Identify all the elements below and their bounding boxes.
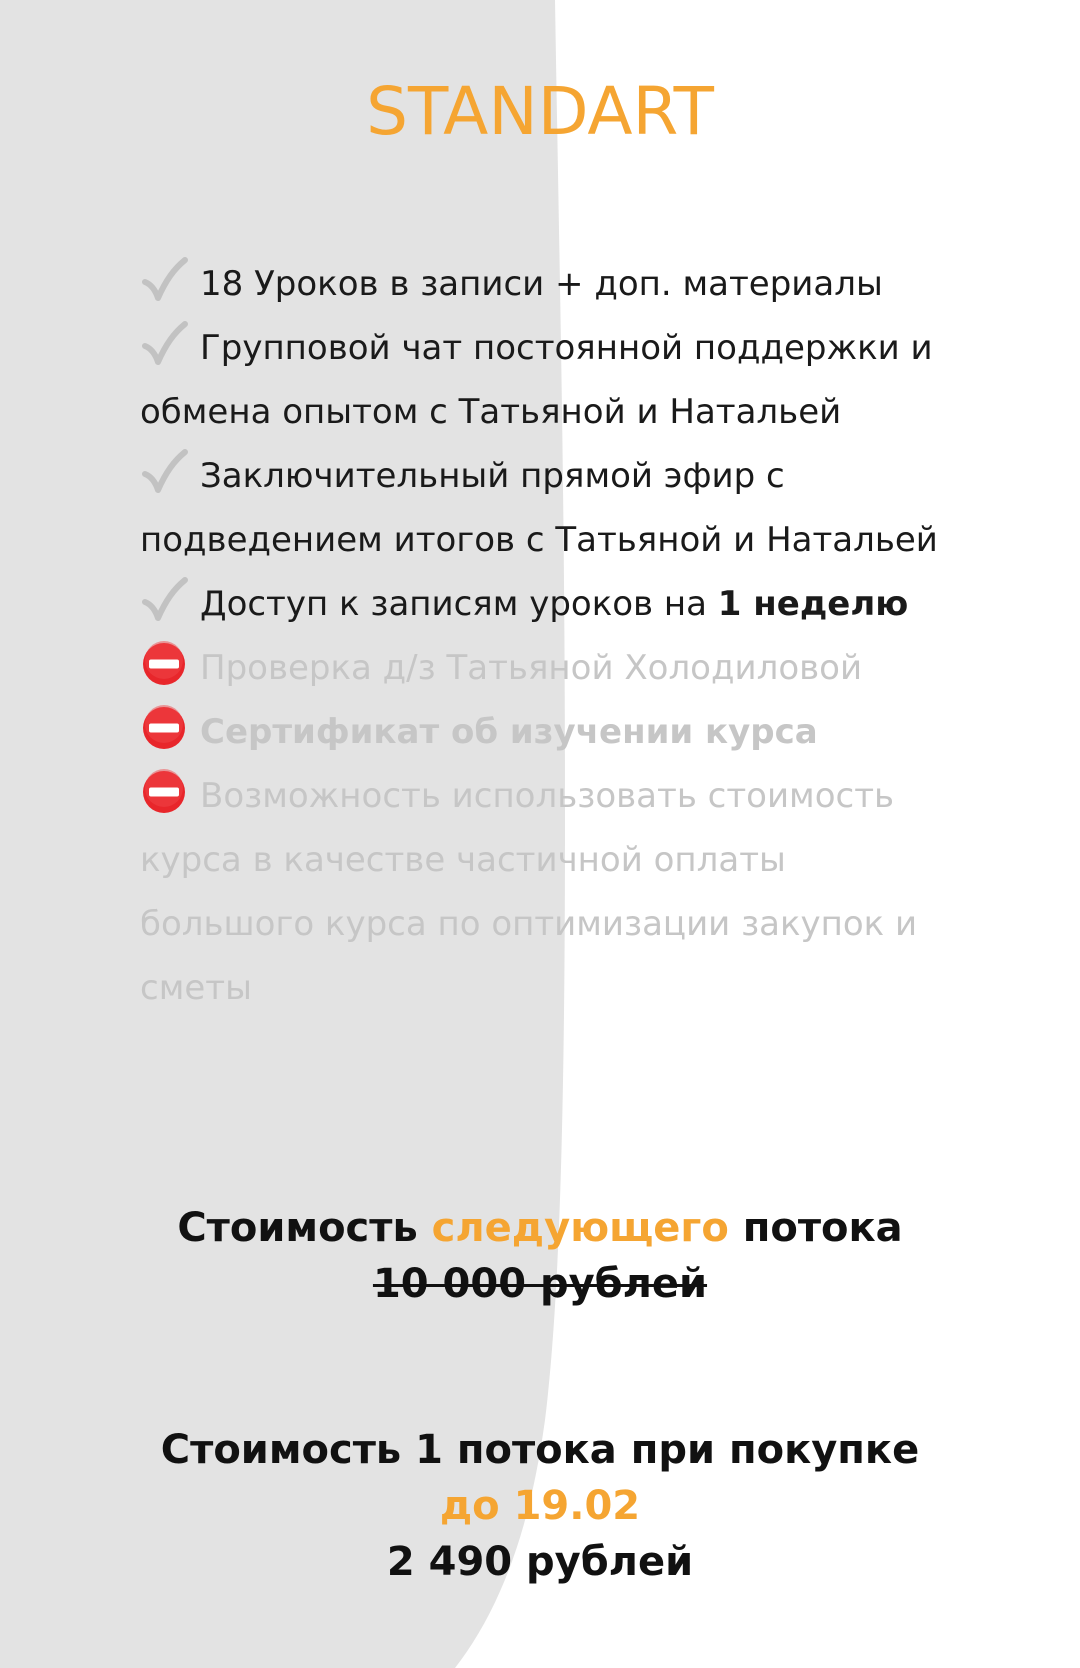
feature-item xyxy=(140,444,970,572)
check-mark-icon xyxy=(140,320,188,368)
next-stream-highlight: следующего xyxy=(431,1205,729,1251)
old-price: 10 000 рублей xyxy=(372,1261,708,1307)
current-price: 2 490 рублей xyxy=(386,1539,694,1585)
feature-list xyxy=(140,252,970,1020)
feature-item xyxy=(140,252,970,316)
feature-item xyxy=(140,316,970,444)
first-stream-price-label: Стоимость 1 потока при покупке до 19.02 xyxy=(160,1427,920,1529)
no-entry-icon xyxy=(140,704,188,752)
feature-text: Доступ к записям уроков на xyxy=(200,584,718,624)
check-mark-icon xyxy=(140,576,188,624)
plan-title: STANDART xyxy=(366,73,714,150)
feature-text-bold: Сертификат об изучении курса xyxy=(200,712,818,752)
feature-text: 18 Уроков в записи + доп. материалы xyxy=(200,264,883,304)
feature-text: Возможность использовать стоимость курса в качестве частичной оплаты большого курса по оптимизации закупок и сметы xyxy=(140,776,918,1008)
next-stream-price xyxy=(0,1200,1080,1312)
next-stream-price-label: Стоимость следующего потока xyxy=(177,1205,903,1251)
deadline-highlight: до 19.02 xyxy=(439,1483,641,1529)
feature-item xyxy=(140,572,970,636)
no-entry-icon xyxy=(140,768,188,816)
first-stream-price xyxy=(130,1422,950,1590)
feature-text: Заключительный прямой эфир с подведением итогов с Татьяной и Натальей xyxy=(140,456,938,560)
feature-item-unavailable xyxy=(140,700,970,764)
check-mark-icon xyxy=(140,256,188,304)
check-mark-icon xyxy=(140,448,188,496)
feature-item-unavailable xyxy=(140,764,970,1020)
feature-text: Проверка д/з Татьяной Холодиловой xyxy=(200,648,863,688)
feature-text: Групповой чат постоянной поддержки и обмена опытом с Татьяной и Натальей xyxy=(140,328,933,432)
feature-item-unavailable xyxy=(140,636,970,700)
feature-text-bold: 1 неделю xyxy=(717,584,909,624)
no-entry-icon xyxy=(140,640,188,688)
